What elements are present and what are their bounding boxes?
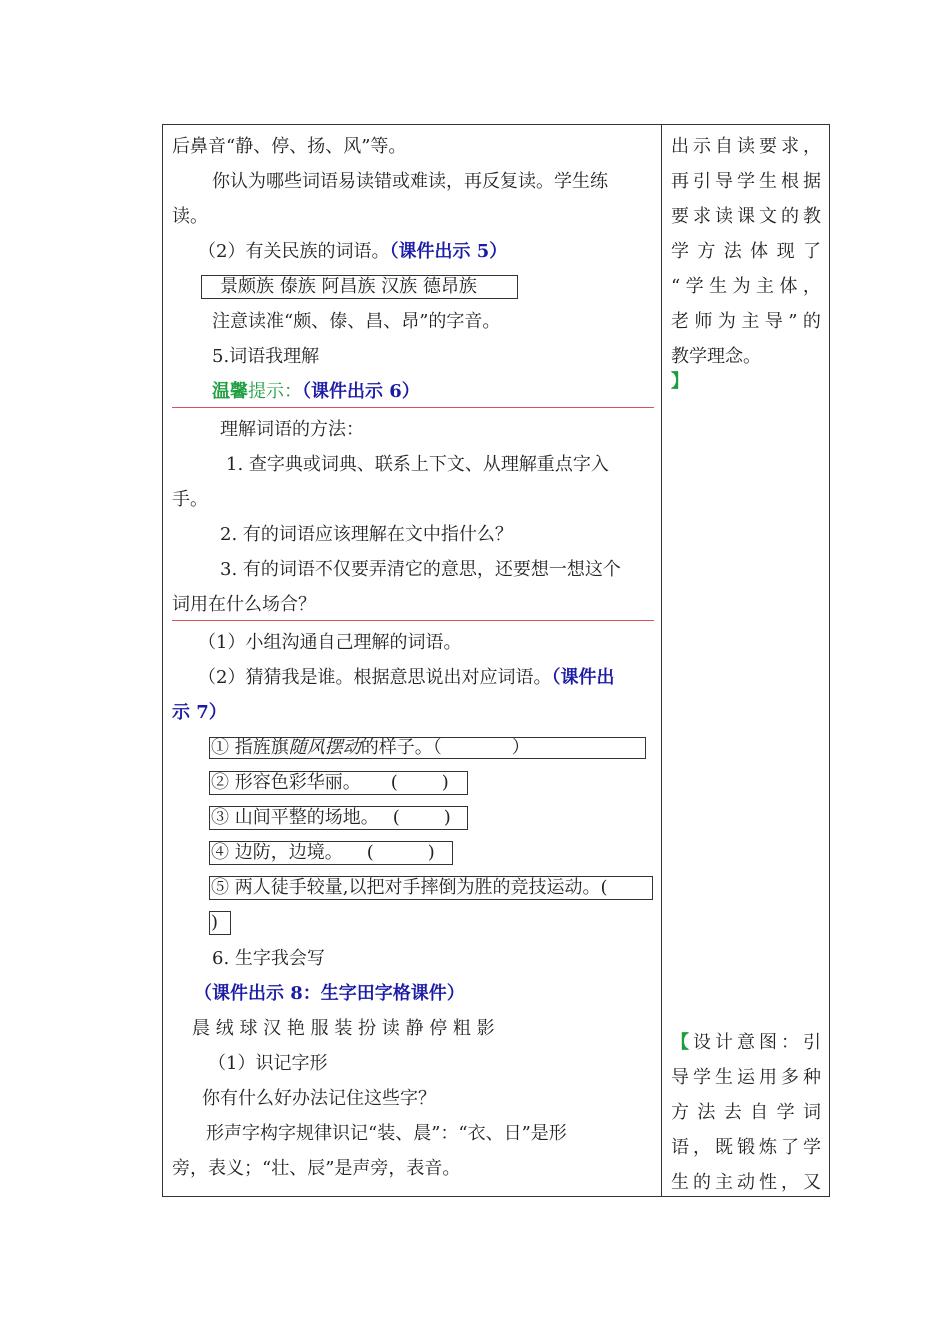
red-rule-top: [172, 407, 654, 408]
design-line-4-chars: [671, 1136, 821, 1160]
question-2: [211, 771, 449, 795]
note-line-5-chars-char: 生: [709, 276, 728, 297]
method-2: 2. 有的词语应该理解在文中指什么？: [220, 524, 513, 545]
q2-close: ): [441, 772, 449, 793]
design-open-bracket: 【: [671, 1032, 689, 1053]
method-3a: 3. 有的词语不仅要弄清它的意思，还要想一想这个: [220, 559, 621, 580]
design-line-2-chars-char: 生: [715, 1067, 733, 1088]
courseware-ref-6: （课件出示 6）: [302, 381, 420, 402]
method-title: 理解词语的方法：: [220, 419, 364, 440]
note-line-2-chars-char: 引: [693, 171, 711, 192]
note-line-5-chars-char: 体: [779, 276, 798, 297]
courseware-ref-8: （课件出示 8：生字田字格课件）: [194, 983, 465, 1004]
design-line-4-chars-char: 了: [781, 1137, 799, 1158]
note-line-1-chars-char: ，: [803, 136, 821, 157]
note-line-3-chars-char: 教: [803, 206, 821, 227]
note-line-1: [671, 135, 821, 159]
design-line-5: [671, 1171, 821, 1195]
design-line-1-chars: [671, 1031, 821, 1055]
note-line-1-chars: [671, 135, 821, 159]
note-line-5-chars-char: “: [671, 276, 681, 297]
note-line-6-chars-char: 导: [764, 311, 783, 332]
phono-semantic-a: 形声字构字规律识记“装、晨”：“衣、日”是形: [206, 1123, 567, 1144]
design-line-5-chars: [671, 1171, 821, 1195]
section-5-heading: 5.词语我理解: [212, 346, 320, 367]
question-5a: ⑤ 两人徒手较量,以把对手摔倒为胜的竞技运动。(: [211, 877, 608, 898]
design-line-3-chars-char: 词: [802, 1102, 821, 1123]
note-line-6-chars-char: 为: [717, 311, 736, 332]
ethnic-heading-text: （2）有关民族的词语。: [198, 241, 390, 262]
design-line-4: [671, 1136, 821, 1160]
design-line-3: [671, 1101, 821, 1125]
q3-open: (: [392, 807, 400, 828]
q4-close: ): [427, 842, 435, 863]
design-line-4-chars-char: 锻: [737, 1137, 755, 1158]
method-1a: 1. 查字典或词典、联系上下文、从理解重点字入: [226, 454, 609, 475]
design-line-2-chars-char: 多: [781, 1067, 799, 1088]
design-line-1: [671, 1031, 821, 1055]
design-line-4-chars-char: 学: [803, 1137, 821, 1158]
note-line-4-chars: [671, 240, 821, 264]
design-line-4-chars-char: 既: [715, 1137, 733, 1158]
note-line-2-chars-char: 学: [737, 171, 755, 192]
design-line-2-chars: [671, 1066, 821, 1090]
design-line-5-chars-char: 生: [671, 1172, 689, 1193]
note-line-6-chars-char: ”: [788, 311, 798, 332]
courseware-ref-7a: （课件出: [551, 667, 615, 688]
design-line-1-chars-char: 图: [759, 1032, 777, 1053]
guess-game: [198, 666, 614, 690]
design-line-1-chars-char: 设: [693, 1032, 711, 1053]
note-line-2-chars-char: 导: [715, 171, 733, 192]
line-read: 读。: [172, 206, 208, 227]
note-line-3-chars-char: 文: [759, 206, 777, 227]
design-line-3-chars-char: 法: [697, 1102, 716, 1123]
q4-open: (: [366, 842, 374, 863]
note-line-5-chars-char: 学: [685, 276, 704, 297]
note-line-4-chars-char: 了: [802, 241, 821, 262]
tip-text: 提示：: [248, 381, 302, 402]
design-line-2: [671, 1066, 821, 1090]
design-line-1-chars-char: 引: [803, 1032, 821, 1053]
note-line-2-chars-char: 生: [759, 171, 777, 192]
q3-close: ): [443, 807, 451, 828]
q1-close: ）: [511, 737, 530, 758]
note-line-4-chars-char: 现: [776, 241, 795, 262]
note-line-5-chars-char: 主: [756, 276, 775, 297]
note-line-6-chars-char: 老: [671, 311, 689, 332]
design-line-3-chars-char: 去: [723, 1102, 742, 1123]
note-line-4-chars-char: 体: [750, 241, 769, 262]
ethnic-words: 景颇族 傣族 阿昌族 汉族 德昂族: [220, 276, 477, 297]
design-line-4-chars-char: 语: [671, 1137, 689, 1158]
group-discussion: （1）小组沟通自己理解的词语。: [198, 632, 462, 653]
note-line-3: [671, 205, 821, 229]
question-4: [211, 841, 435, 865]
note-line-6: [671, 310, 821, 334]
note-line-2-chars: [671, 170, 821, 194]
design-line-5-chars-char: 的: [693, 1172, 711, 1193]
tip-label: 温馨: [212, 381, 248, 402]
design-line-5-chars-char: 又: [803, 1172, 821, 1193]
guess-game-text: （2）猜猜我是谁。根据意思说出对应词语。: [198, 667, 552, 688]
note-line-5-chars-char: 为: [732, 276, 751, 297]
note-close-bracket: 】: [671, 371, 689, 392]
line-practice: 你认为哪些词语易读错或难读，再反复读。学生练: [212, 171, 608, 192]
note-line-1-chars-char: 自: [715, 136, 733, 157]
tip-heading: [212, 380, 420, 404]
design-line-3-chars: [671, 1101, 821, 1125]
design-line-1-chars-char: 计: [715, 1032, 733, 1053]
courseware-ref-5: （课件出示 5）: [389, 241, 508, 262]
design-line-2-chars-char: 学: [693, 1067, 711, 1088]
q1-prefix: ① 指旌旗: [211, 737, 289, 758]
note-line-2-chars-char: 根: [781, 171, 799, 192]
note-line-6-chars: [671, 310, 821, 334]
design-line-2-chars-char: 种: [803, 1067, 821, 1088]
method-1b: 手。: [172, 489, 208, 510]
red-rule-bottom: [172, 620, 654, 621]
design-line-5-chars-char: 性: [759, 1172, 777, 1193]
design-line-2-chars-char: 导: [671, 1067, 689, 1088]
design-line-4-chars-char: ，: [693, 1137, 711, 1158]
q1-suffix: 的样子。（: [360, 737, 442, 758]
note-line-5: [671, 275, 821, 299]
question-1: [211, 736, 530, 760]
note-line-6-chars-char: 师: [694, 311, 713, 332]
method-3b: 词用在什么场合？: [172, 594, 316, 615]
column-divider: [661, 124, 662, 1197]
note-line-3-chars-char: 求: [693, 206, 711, 227]
note-line-5-chars-char: ，: [802, 276, 821, 297]
note-line-3-chars-char: 要: [671, 206, 689, 227]
line-pronunciation-note: 注意读准“颇、傣、昌、昂”的字音。: [212, 311, 501, 332]
note-line-2-chars-char: 据: [803, 171, 821, 192]
note-line-6-chars-char: 的: [802, 311, 821, 332]
q4-text: ④ 边防，边境。: [211, 842, 343, 863]
design-line-5-chars-char: 动: [737, 1172, 755, 1193]
line-nasal: 后鼻音“静、停、扬、风”等。: [172, 136, 407, 157]
note-line-4-chars-char: 学: [671, 241, 689, 262]
new-characters: 晨 绒 球 汉 艳 服 装 扮 读 静 停 粗 影: [192, 1018, 495, 1039]
memory-question: 你有什么好办法记住这些字？: [202, 1088, 436, 1109]
note-line-3-chars-char: 的: [781, 206, 799, 227]
note-line-1-chars-char: 读: [737, 136, 755, 157]
design-line-1-chars-char: 意: [737, 1032, 755, 1053]
note-line-1-chars-char: 出: [671, 136, 689, 157]
note-line-4: [671, 240, 821, 264]
courseware-ref-7b: 示 7）: [172, 702, 227, 723]
section-6-heading: 6. 生字我会写: [212, 948, 325, 969]
note-line-3-chars: [671, 205, 821, 229]
q3-text: ③ 山间平整的场地。: [211, 807, 379, 828]
note-line-3-chars-char: 课: [737, 206, 755, 227]
design-line-5-chars-char: 主: [715, 1172, 733, 1193]
design-line-5-chars-char: ，: [781, 1172, 799, 1193]
design-line-2-chars-char: 运: [737, 1067, 755, 1088]
q1-emphasis: 随风摆动: [288, 737, 361, 758]
note-line-5-chars: [671, 275, 821, 299]
question-3: [211, 806, 451, 830]
note-line-4-chars-char: 法: [723, 241, 742, 262]
note-line-1-chars-char: 示: [693, 136, 711, 157]
q2-text: ② 形容色彩华丽。: [211, 772, 361, 793]
design-line-2-chars-char: 用: [759, 1067, 777, 1088]
design-line-3-chars-char: 自: [750, 1102, 769, 1123]
note-line-1-chars-char: 要: [759, 136, 777, 157]
note-line-1-chars-char: 求: [781, 136, 799, 157]
note-line-6-chars-char: 主: [741, 311, 760, 332]
note-line-4-chars-char: 方: [697, 241, 716, 262]
design-line-4-chars-char: 炼: [759, 1137, 777, 1158]
design-line-3-chars-char: 方: [671, 1102, 689, 1123]
note-line-7: 教学理念。: [671, 346, 761, 367]
note-line-2: [671, 170, 821, 194]
note-line-2-chars-char: 再: [671, 171, 689, 192]
line-ethnic-heading: [198, 240, 507, 264]
q2-open: (: [390, 772, 398, 793]
recognize-shape: （1）识记字形: [208, 1053, 328, 1074]
question-5b: ): [211, 912, 219, 933]
phono-semantic-b: 旁，表义；“壮、辰”是声旁，表音。: [172, 1158, 461, 1179]
note-line-3-chars-char: 读: [715, 206, 733, 227]
design-line-1-chars-char: ：: [781, 1032, 799, 1053]
design-line-3-chars-char: 学: [776, 1102, 795, 1123]
